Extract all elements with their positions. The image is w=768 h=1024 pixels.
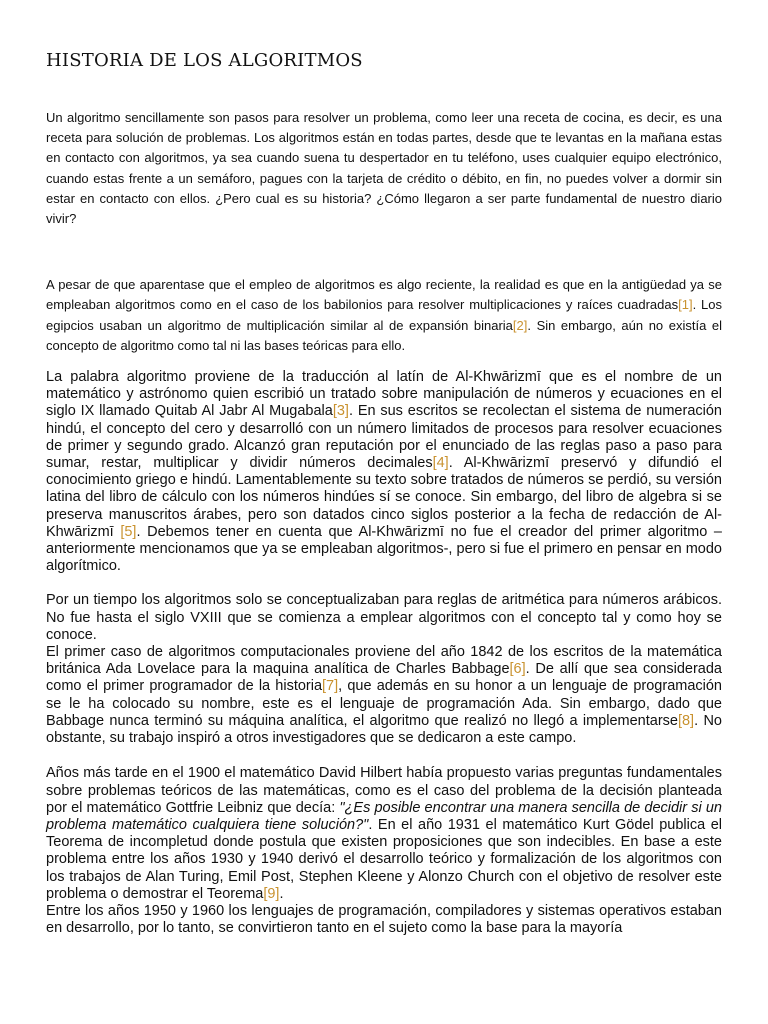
paragraph-hilbert — [46, 765, 722, 903]
citation-1[interactable]: [1] — [678, 297, 693, 313]
text-span: La palabra algoritmo proviene de la traducción al latín de Al-Khwārizmī que es el nombre de un matemático y astrónomo quien escribió un tratado sobre manipulación de números y ecuaciones en el siglo IX llamado Quitab Al Jabr Al Mugabala — [46, 369, 722, 420]
text-span: . Sin embargo, aún no existía el concepto de algoritmo como tal ni las bases teóricas para ello. — [46, 317, 722, 353]
text-span: . De allí que sea considerada como el primer programador de la historia — [46, 661, 722, 695]
citation-4[interactable]: [4] — [432, 455, 449, 472]
citation-6[interactable]: [6] — [509, 661, 526, 678]
text-span: . En sus escritos se recolectan el sistema de numeración hindú, el concepto del cero y desarrolló con un número limitados de procesos para resolver ecuaciones de primer y segundo grado. Alcanzó gran reputación por el enunciado de las reglas paso a paso para sumar, restar, multiplicar y dividir números decimales — [46, 403, 722, 472]
text-span: . Al-Khwārizmī preservó y difundió el conocimiento griego e hindú. Lamentablemente su texto sobre tratados de números se perdió, su versión latina del libro de cálculo con los números hindúes sí se conoce. Sin embargo, del libro de algebra si se preserva manuscritos árabes, pero son datados cinco siglos posterior a la fecha de redacción de Al-Khwārizmī — [46, 455, 723, 540]
citation-2[interactable]: [2] — [512, 317, 528, 333]
text-span: . En el año 1931 el matemático Kurt Gödel publica el Teorema de incompletud donde postula que existen proposiciones que son indecibles. En base a este problema entre los años 1930 y 1940 derivó el desarrollo teórico y formalización de los algoritmos con los trabajos de Alan Turing, Emil Post, Stephen Kleene y Alonzo Church con el objetivo de resolver este problema o demostrar el Teorema — [46, 816, 722, 902]
paragraph-1950s: Entre los años 1950 y 1960 los lenguajes de programación, compiladores y sistemas operativos estaban en desarrollo, por lo tanto, se convirtieron tanto en el sujeto como la base para la mayoría — [46, 902, 722, 937]
text-span: . Debemos tener en cuenta que Al-Khwārizmī no fue el creador del primer algoritmo –anteriormente mencionamos que ya se empleaban algoritmos-, pero si fue el primero en pensar en modo algorítmico. — [46, 523, 722, 575]
citation-9[interactable]: [9] — [263, 885, 280, 902]
text-span: . Los egipcios usaban un algoritmo de multiplicación similar al de expansión binaria — [46, 297, 723, 333]
document-page — [46, 48, 722, 937]
paragraph-alkhwarizmi — [46, 369, 722, 575]
citation-3[interactable]: [3] — [332, 403, 349, 420]
citation-8[interactable]: [8] — [677, 712, 695, 729]
text-span: . No obstante, su trabajo inspiró a otros investigadores que se dedicaron a este campo. — [46, 712, 722, 747]
citation-5[interactable]: [5] — [120, 523, 137, 540]
paragraph-ada-lovelace — [46, 644, 722, 747]
text-span: El primer caso de algoritmos computacionales proviene del año 1842 de los escritos de la matemática británica Ada Lovelace para la maquina analítica de Charles Babbage — [46, 644, 722, 678]
citation-7[interactable]: [7] — [322, 678, 339, 695]
text-span: . — [279, 885, 284, 902]
leibniz-quote: "¿Es posible encontrar una manera sencilla de decidir si un problema matemático cualquiera tiene solución?" — [46, 799, 722, 833]
text-span: , que además en su honor a un lenguaje de programación se le ha colocado su nombre, este es el lenguaje de programación Ada. Sin embargo, dado que Babbage nunca terminó su máquina analítica, el algoritmo que realizó no llegó a implementarse — [46, 678, 722, 729]
paragraph-intro: Un algoritmo sencillamente son pasos para resolver un problema, como leer una receta de cocina, es decir, es una receta para solución de problemas. Los algoritmos están en todas partes, desde que te levantas en la mañana estas en contacto con algoritmos, ya sea cuando suena tu despertador en tu teléfono, uses cualquier equipo electrónico, cuando estas frente a un semáforo, pagues con la tarjeta de crédito o débito, en fin, no puedes volver a dormir sin estar en contacto con ellos. ¿Pero cual es su historia? ¿Cómo llegaron a ser parte fundamental de nuestro diario vivir? — [46, 110, 722, 227]
paragraph-arithmetic: Por un tiempo los algoritmos solo se conceptualizaban para reglas de aritmética para números arábicos. No fue hasta el siglo VXIII que se comienza a emplear algoritmos con el concepto tal y como hoy se conoce. — [46, 592, 722, 643]
text-span: A pesar de que aparentase que el empleo de algoritmos es algo reciente, la realidad es que en la antigüedad ya se empleaban algoritmos como en el caso de los babilonios para resolver multiplicaciones y raíces cuadradas — [46, 277, 722, 313]
document-title: HISTORIA DE LOS ALGORITMOS — [46, 50, 363, 71]
text-span: Años más tarde en el 1900 el matemático David Hilbert había propuesto varias preguntas fundamentales sobre problemas teóricos de las matemáticas, como es el caso del problema de la decisión planteada por el matemático Gottfrie Leibniz que decía: — [46, 765, 722, 816]
paragraph-babylon — [46, 275, 722, 356]
